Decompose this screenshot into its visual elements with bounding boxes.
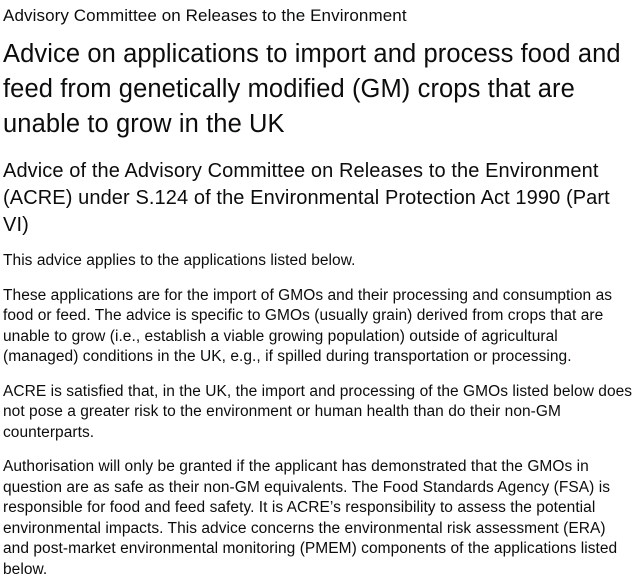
- paragraph-applies: This advice applies to the applications listed below.: [3, 252, 356, 269]
- paragraph-scope: These applications are for the import of GMOs and their processing and consumption as food or feed. The advice is specific to GMOs (usually grain) derived from crops that are unable to grow (i.e., establish a viable growing population) outside of agricultural (managed) conditions in the UK, e.g., if spilled during transportation or processing.: [3, 286, 613, 365]
- organisation-name: Advisory Committee on Releases to the Environment: [3, 6, 407, 25]
- paragraph-acre-satisfied: ACRE is satisfied that, in the UK, the import and processing of the GMOs listed below does not pose a greater risk to the environment or human health than do their non-GM counterparts.: [3, 382, 633, 441]
- page-title: Advice on applications to import and process food and feed from genetically modified (GM) crops that are unable to grow in the UK: [3, 40, 621, 138]
- page-subtitle: Advice of the Advisory Committee on Releases to the Environment (ACRE) under S.124 of the Environmental Protection Act 1990 (Part VI): [3, 160, 610, 236]
- paragraph-authorisation: Authorisation will only be granted if the applicant has demonstrated that the GMOs in question are as safe as their non-GM equivalents. The Food Standards Agency (FSA) is responsible for food and feed safety. It is ACRE’s responsibility to assess the potential environmental impacts. This advice concerns the environmental risk assessment (ERA) and post-market environmental monitoring (PMEM) components of the applications listed below.: [3, 458, 618, 578]
